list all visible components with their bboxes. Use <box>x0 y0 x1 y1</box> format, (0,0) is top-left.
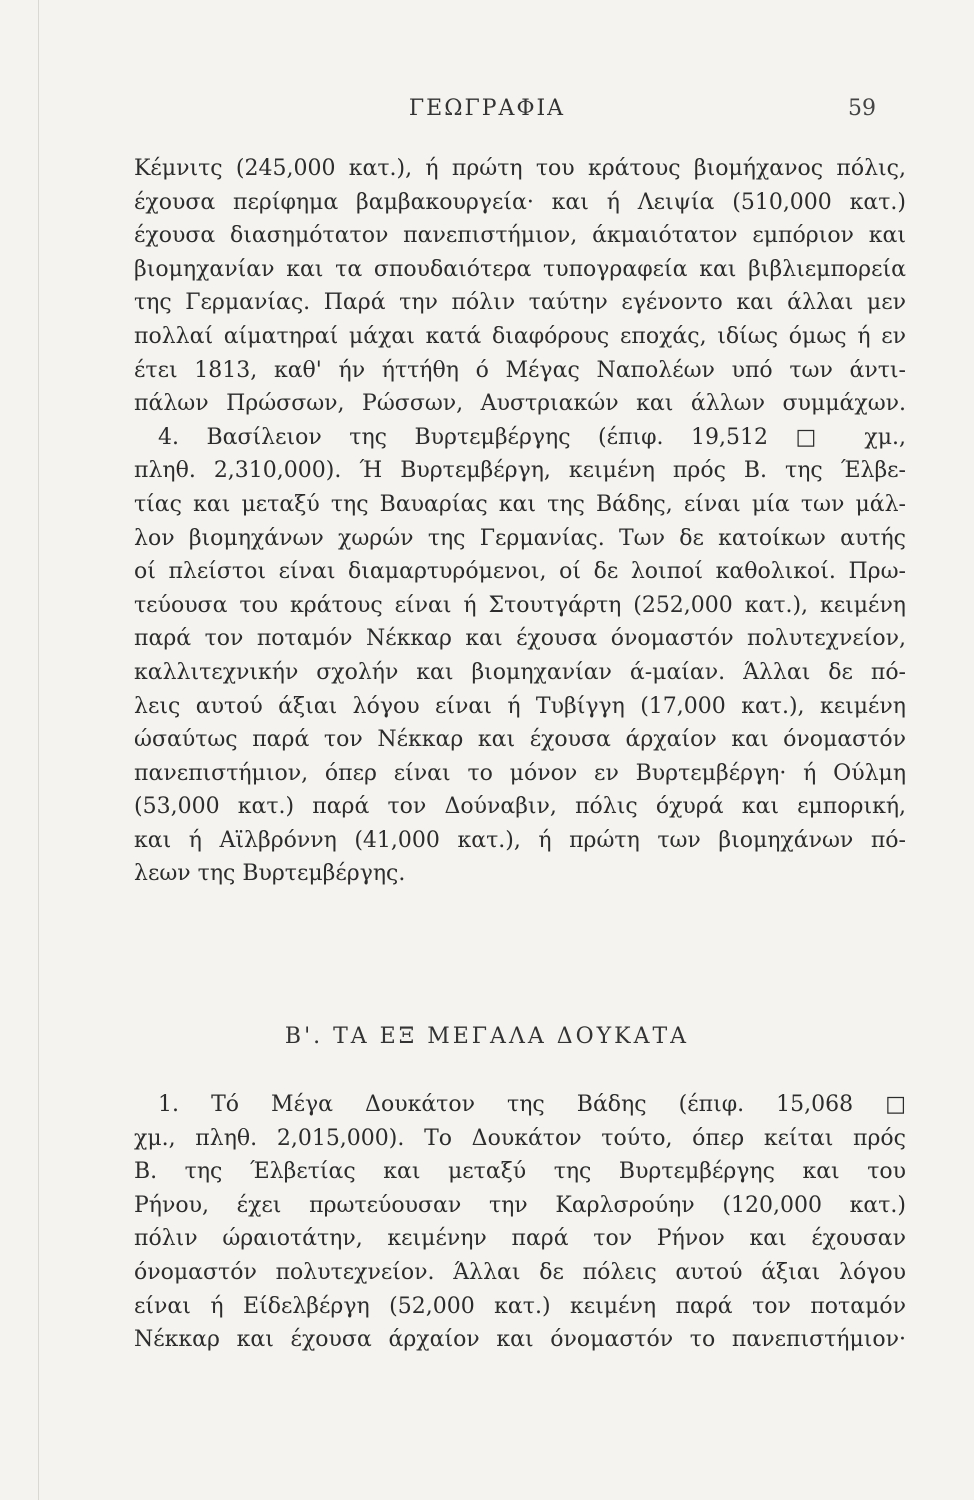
text-line: λεις αυτού άξιαι λόγου είναι ή Τυβίγγη (17,000 κατ.), κειμένη <box>134 693 906 719</box>
section-text <box>134 1088 906 1357</box>
section-heading: Β'. ΤΑ ΕΞ ΜΕΓΑΛΑ ΔΟΥΚΑΤΑ <box>284 1024 690 1049</box>
text-line: έχουσα διασημότατον πανεπιστήμιον, άκμαιότατον εμπόριον και <box>134 223 906 249</box>
text-line: 4. Βασίλειον της Βυρτεμβέργης (έπιφ. 19,512 □ χμ., <box>158 424 906 450</box>
text-line: χμ., πληθ. 2,015,000). Το Δουκάτον τούτο, όπερ κείται πρός <box>134 1125 906 1151</box>
text-line: πολλαί αίματηραί μάχαι κατά διαφόρους εποχάς, ιδίως όμως ή εν <box>134 323 906 349</box>
text-line: όνομαστόν πολυτεχνείον. Άλλαι δε πόλεις αυτού άξιαι λόγου <box>134 1259 906 1285</box>
body-text <box>134 152 906 891</box>
text-line: πόλιν ώραιοτάτην, κειμένην παρά τον Ρήνον και έχουσαν <box>134 1226 906 1252</box>
text-line: τεύουσα του κράτους είναι ή Στουτγάρτη (252,000 κατ.), κειμένη <box>134 592 906 618</box>
text-line: της Γερμανίας. Παρά την πόλιν ταύτην εγένοντο και άλλαι μεν <box>134 290 906 316</box>
text-line: έτει 1813, καθ' ήν ήττήθη ό Μέγας Ναπολέων υπό των άντι- <box>134 357 906 383</box>
text-line: πληθ. 2,310,000). Ή Βυρτεμβέργη, κειμένη πρός Β. της Έλβε- <box>134 458 906 484</box>
text-line: Νέκκαρ και έχουσα άρχαίον και όνομαστόν το πανεπιστήμιον· <box>134 1327 906 1353</box>
text-line: βιομηχανίαν και τα σπουδαιότερα τυπογραφεία και βιβλιεμπορεία <box>134 256 906 282</box>
text-line: τίας και μεταξύ της Βαυαρίας και της Βάδης, είναι μία των μάλ- <box>134 491 906 517</box>
text-line: λεων της Βυρτεμβέργης. <box>134 861 406 887</box>
page-number: 59 <box>848 96 876 121</box>
page-edge-shadow <box>38 0 39 1500</box>
text-line: λον βιομηχάνων χωρών της Γερμανίας. Των δε κατοίκων αυτής <box>134 525 906 551</box>
running-head: ΓΕΩΓΡΑΦΙΑ <box>408 96 566 121</box>
text-line: οί πλείστοι είναι διαμαρτυρόμενοι, οί δε λοιποί καθολικοί. Πρω- <box>134 559 906 585</box>
text-line: πανεπιστήμιον, όπερ είναι το μόνον εν Βυρτεμβέργη· ή Ούλμη <box>134 760 906 786</box>
text-line: και ή Αϊλβρόννη (41,000 κατ.), ή πρώτη των βιομηχάνων πό- <box>134 827 906 853</box>
text-line: παρά τον ποταμόν Νέκκαρ και έχουσα όνομαστόν πολυτεχνείον, <box>134 626 906 652</box>
text-line: καλλιτεχνικήν σχολήν και βιομηχανίαν ά-μαίαν. Άλλαι δε πό- <box>134 659 906 685</box>
text-line: έχουσα περίφημα βαμβακουργεία· και ή Λειψία (510,000 κατ.) <box>134 189 906 215</box>
text-line: Κέμνιτς (245,000 κατ.), ή πρώτη του κράτους βιομήχανος πόλις, <box>134 156 906 181</box>
text-line: 1. Τό Μέγα Δουκάτον της Βάδης (έπιφ. 15,068 □ <box>158 1092 906 1117</box>
text-line: ώσαύτως παρά τον Νέκκαρ και έχουσα άρχαίον και όνομαστόν <box>134 727 906 753</box>
text-line: Β. της Έλβετίας και μεταξύ της Βυρτεμβέργης και του <box>134 1159 906 1185</box>
text-line: Ρήνου, έχει πρωτεύουσαν την Καρλσρούην (120,000 κατ.) <box>134 1192 906 1218</box>
text-line: πάλων Πρώσσων, Ρώσσων, Αυστριακών και άλλων συμμάχων. <box>134 391 906 417</box>
text-line: είναι ή Είδελβέργη (52,000 κατ.) κειμένη παρά τον ποταμόν <box>134 1293 906 1319</box>
text-line: (53,000 κατ.) παρά τον Δούναβιν, πόλις όχυρά και εμπορική, <box>134 794 906 820</box>
